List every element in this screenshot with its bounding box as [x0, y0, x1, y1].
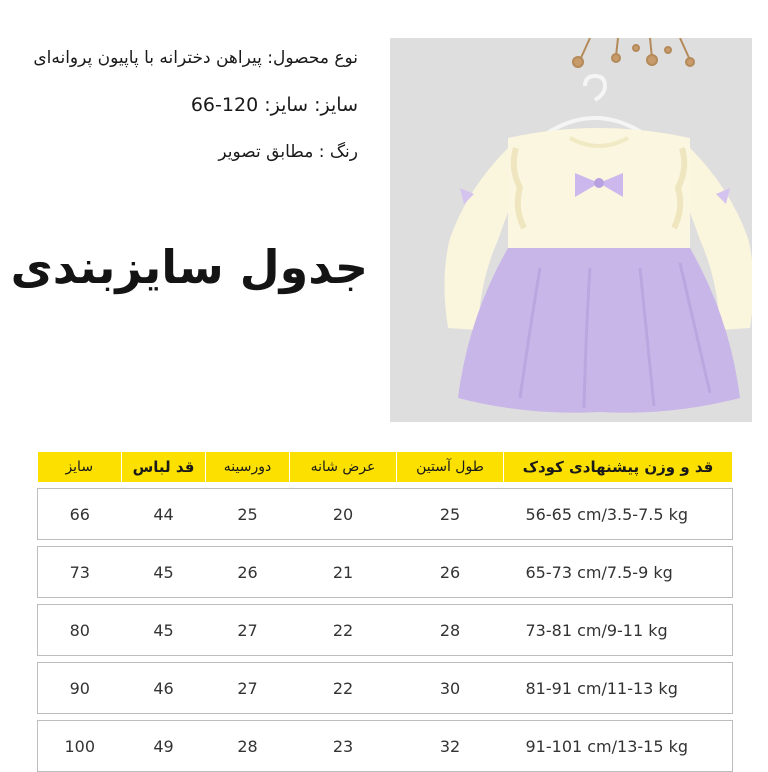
cell-length: 45 — [122, 547, 206, 598]
header-shoulder: عرض شانه — [290, 452, 397, 482]
cell-recommended: 91-101 cm/13-15 kg — [504, 721, 733, 772]
product-size-text: سایز: سایز: 120-66 — [190, 94, 358, 116]
product-type-text: نوع محصول: پیراهن دخترانه با پاپیون پروانه‌ای — [33, 48, 358, 68]
cell-shoulder: 23 — [290, 721, 397, 772]
cell-sleeve: 28 — [397, 605, 504, 656]
size-chart-table — [37, 452, 733, 772]
cell-length: 46 — [122, 663, 206, 714]
cell-chest: 28 — [206, 721, 290, 772]
cell-size: 90 — [38, 663, 122, 714]
cell-size: 80 — [38, 605, 122, 656]
dried-flowers-decoration — [573, 38, 694, 67]
table-row — [38, 605, 733, 656]
header-recommended: قد و وزن پیشنهادی کودک — [504, 452, 733, 482]
cell-shoulder: 20 — [290, 489, 397, 540]
header-sleeve: طول آستین — [397, 452, 504, 482]
table-header-row — [38, 452, 733, 482]
cell-length: 45 — [122, 605, 206, 656]
cell-sleeve: 25 — [397, 489, 504, 540]
cell-size: 100 — [38, 721, 122, 772]
cell-sleeve: 30 — [397, 663, 504, 714]
cell-sleeve: 32 — [397, 721, 504, 772]
cell-chest: 27 — [206, 605, 290, 656]
cell-length: 44 — [122, 489, 206, 540]
header-dress-length: قد لباس — [122, 452, 206, 482]
product-photo — [390, 38, 752, 422]
product-color-text: رنگ : مطابق تصویر — [218, 142, 358, 162]
cell-length: 49 — [122, 721, 206, 772]
cell-shoulder: 22 — [290, 605, 397, 656]
dress-illustration — [390, 38, 752, 422]
cell-chest: 26 — [206, 547, 290, 598]
header-chest: دورسینه — [206, 452, 290, 482]
header-size: سایز — [38, 452, 122, 482]
cell-recommended: 81-91 cm/11-13 kg — [504, 663, 733, 714]
cell-recommended: 56-65 cm/3.5-7.5 kg — [504, 489, 733, 540]
cell-recommended: 73-81 cm/9-11 kg — [504, 605, 733, 656]
cell-chest: 25 — [206, 489, 290, 540]
cell-chest: 27 — [206, 663, 290, 714]
size-chart-heading: جدول سایزبندی — [10, 240, 368, 294]
table-row — [38, 489, 733, 540]
cell-size: 73 — [38, 547, 122, 598]
cell-shoulder: 22 — [290, 663, 397, 714]
cell-sleeve: 26 — [397, 547, 504, 598]
dress-skirt — [458, 248, 740, 413]
table-row — [38, 663, 733, 714]
cell-size: 66 — [38, 489, 122, 540]
cell-recommended: 65-73 cm/7.5-9 kg — [504, 547, 733, 598]
table-row — [38, 721, 733, 772]
table-row — [38, 547, 733, 598]
cell-shoulder: 21 — [290, 547, 397, 598]
